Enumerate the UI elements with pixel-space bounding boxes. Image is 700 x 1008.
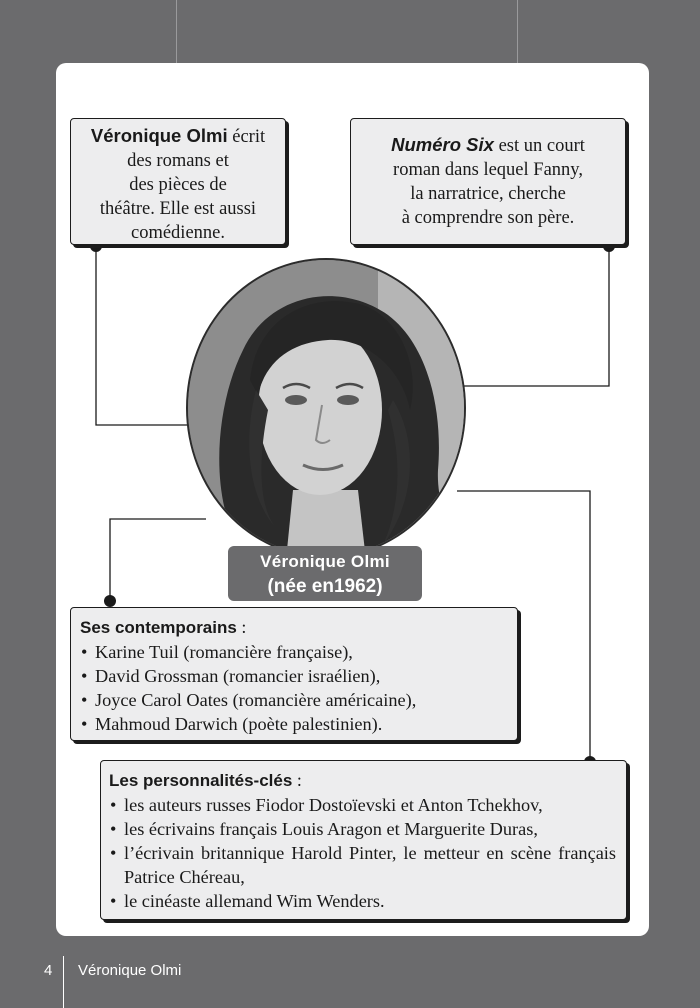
author-line-1: écrit: [232, 127, 266, 147]
author-portrait: [186, 258, 466, 558]
name-tag-name: Véronique Olmi: [260, 552, 390, 571]
list-item: • l’écrivain britannique Harold Pinter, le metteur en scène français Patrice Chéreau,: [109, 841, 616, 889]
footer-divider: [63, 956, 64, 1008]
running-title: Véronique Olmi: [78, 962, 182, 979]
book-box: [350, 118, 626, 245]
list-item: • Karine Tuil (romancière française),: [80, 640, 507, 664]
contemporains-list: [80, 640, 507, 736]
book-line-4: à comprendre son père.: [401, 208, 575, 228]
list-item: • David Grossman (romancier israélien),: [80, 664, 507, 688]
connector-book: [462, 246, 609, 386]
dot-contemporains: [104, 595, 116, 607]
list-item: • Joyce Carol Oates (romancière américaine),: [80, 688, 507, 712]
list-item: • les auteurs russes Fiodor Dostoïevski et Anton Tchekhov,: [109, 793, 616, 817]
contemporains-heading: Ses contemporains: [80, 618, 237, 637]
book-line-2: roman dans lequel Fanny,: [393, 160, 583, 180]
author-line-5: comédienne.: [131, 223, 225, 243]
author-box: [70, 118, 286, 245]
portrait-illustration: [188, 260, 466, 558]
book-title-bold: Numéro Six: [391, 134, 494, 155]
personnalites-box: [100, 760, 627, 920]
author-name-tag: [228, 546, 422, 601]
author-line-2: des romans et: [127, 151, 229, 171]
author-line-3: des pièces de: [129, 175, 227, 195]
author-line-4: théâtre. Elle est aussi: [99, 199, 257, 219]
book-line-1: est un court: [498, 136, 585, 156]
contemporains-colon: :: [236, 617, 247, 637]
contemporains-box: [70, 607, 518, 741]
name-tag-birth: (née en1962): [267, 576, 383, 597]
page-title: L’essentiel sur l’auteur: [182, 59, 512, 94]
author-name-bold: Véronique Olmi: [90, 125, 228, 146]
list-item: • Mahmoud Darwich (poète palestinien).: [80, 712, 507, 736]
book-line-3: la narratrice, cherche: [410, 184, 566, 204]
connector-contemporains: [110, 519, 206, 600]
personnalites-colon: :: [292, 770, 302, 790]
personnalites-heading: Les personnalités-clés: [109, 771, 293, 790]
connector-author: [96, 246, 192, 425]
list-item: • le cinéaste allemand Wim Wenders.: [109, 889, 616, 913]
page-number: 4: [44, 962, 53, 979]
list-item: • les écrivains français Louis Aragon et Marguerite Duras,: [109, 817, 616, 841]
personnalites-list: [109, 793, 616, 913]
